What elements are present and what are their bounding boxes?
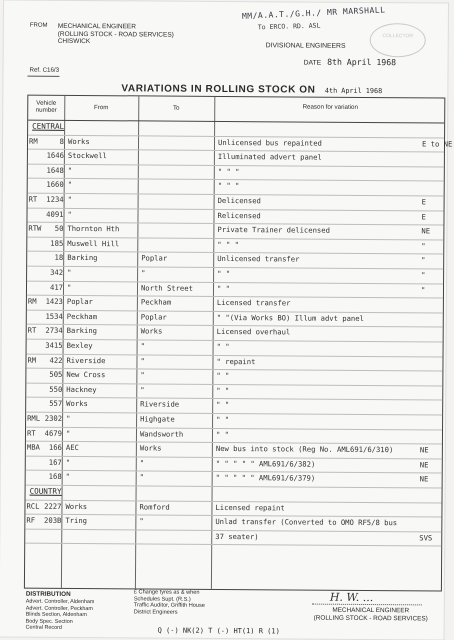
vehicle-class: RTW	[28, 223, 42, 233]
variations-table	[24, 95, 453, 592]
to-cell: "	[140, 385, 145, 395]
reason-note: E to NE	[421, 138, 453, 149]
reason-cell: Licensed overhaul	[216, 327, 291, 337]
to-cell: Highgate	[140, 414, 175, 424]
date-field	[304, 57, 397, 68]
vehicle-class: RT	[26, 428, 36, 438]
column-header-vehicle: Vehicle number	[35, 99, 57, 114]
vehicle-number: 18	[54, 253, 64, 263]
from-cell: Riverside	[66, 355, 106, 365]
from-cell: "	[67, 209, 72, 219]
from-cell: Barking	[67, 253, 98, 263]
from-cell: Works	[67, 136, 90, 146]
vehicle-number: 2302	[44, 413, 63, 423]
from-cell: Tring	[65, 516, 88, 526]
from-cell: "	[65, 457, 71, 467]
vehicle-number: 417	[49, 282, 64, 292]
to-cell: "	[139, 516, 144, 526]
handwritten-annotation: MM/A.A.T./G.H./ MR MARSHALL	[241, 5, 386, 21]
stamp-text: COLLECTOR	[382, 33, 414, 40]
distribution-title: DISTRIBUTION	[25, 590, 71, 598]
distribution-list	[26, 599, 146, 633]
received-stamp	[370, 23, 426, 57]
vehicle-number: 185	[50, 238, 64, 248]
reason-note: "	[421, 270, 426, 280]
reason-cell: " " "	[217, 181, 240, 191]
title-date: 4th April 1968	[324, 86, 383, 96]
reason-note: E	[421, 211, 426, 221]
date-label: DATE	[303, 59, 322, 67]
reason-note: NE	[419, 445, 429, 455]
reason-cell: " "(Via Works BO) Illum advt panel	[216, 312, 364, 323]
reason-cell: Relicensed	[217, 210, 261, 220]
to-cell: "	[140, 370, 145, 380]
reason-cell: " " " " " AML691/6/382)	[215, 458, 316, 469]
from-cell: Bexley	[66, 340, 93, 351]
reason-cell: Licensed transfer	[216, 298, 291, 308]
distribution-item: Advert. Controller, Peckham	[25, 605, 93, 612]
reason-note: E	[421, 197, 426, 207]
reference-number: Ref. C16/3	[29, 66, 60, 74]
from-cell: Works	[65, 501, 88, 511]
vehicle-class: RM	[28, 136, 38, 146]
to-cell: Riverside	[140, 399, 180, 410]
column-header-reason: Reason for variation	[302, 103, 358, 111]
from-cell: Works	[66, 399, 88, 409]
to-cell: Romford	[139, 502, 170, 512]
distribution-note	[134, 589, 205, 616]
vehicle-number: 8	[59, 136, 65, 146]
to-cell: Works	[139, 443, 162, 453]
distribution-item: Advert. Controller, Aldenham	[25, 598, 95, 606]
note-line: Traffic Auditor, Griffith House	[133, 602, 205, 610]
from-cell: "	[65, 472, 71, 482]
note-line: District Engineers	[133, 609, 178, 616]
section-label: CENTRAL	[32, 121, 65, 131]
to-recipient: DIVISIONAL ENGINEERS	[265, 42, 346, 50]
signoff	[312, 607, 430, 623]
from-cell: "	[67, 165, 73, 175]
vehicle-number: 1648	[46, 165, 64, 175]
reason-note: NE	[419, 474, 429, 484]
reason-cell: 37 seater)	[215, 531, 259, 542]
from-cell: Thornton Hth	[67, 224, 120, 234]
from-cell: "	[66, 413, 71, 423]
to-cell: Works	[140, 326, 163, 336]
note-line: £ Change tyres as & when	[133, 589, 200, 596]
distribution-item: Central Record	[25, 624, 62, 632]
reason-note: "	[420, 284, 426, 294]
handwritten-annotation-sub: To ERCO. RD. ASL	[257, 21, 321, 32]
vehicle-number: 505	[49, 369, 63, 380]
date-value: 8th April 1968	[327, 56, 397, 68]
vehicle-number: 50	[54, 223, 64, 234]
to-cell: North Street	[140, 283, 193, 293]
to-cell: Poplar	[141, 253, 168, 263]
reason-cell: Private Trainer delicensed	[217, 225, 330, 235]
column-header-to: To	[172, 104, 180, 112]
vehicle-number: 1646	[46, 150, 64, 161]
reason-cell: " "	[216, 400, 230, 410]
vehicle-number: 2734	[45, 326, 63, 336]
vehicle-class: RML	[27, 413, 41, 423]
vehicle-number: 557	[49, 399, 63, 409]
from-line: (ROLLING STOCK - ROAD SERVICES)	[57, 30, 174, 39]
vehicle-class: MBA	[26, 442, 40, 452]
vehicle-number: 4679	[44, 428, 63, 438]
reason-cell: Illuminated advert panel	[217, 152, 322, 162]
vehicle-number: 3415	[45, 340, 63, 350]
reason-cell: " "	[217, 268, 231, 279]
reason-cell: " "	[216, 371, 230, 381]
from-cell: "	[66, 282, 72, 292]
signature-line	[312, 604, 422, 606]
reason-note: NE	[419, 460, 429, 470]
reason-note: "	[421, 255, 426, 265]
vehicle-class: RM	[27, 355, 37, 365]
vehicle-number: 2227	[44, 501, 62, 511]
note-line: Schedules Supt. (R.S.)	[133, 595, 191, 603]
to-cell: "	[140, 356, 145, 366]
reason-cell: " repaint	[216, 356, 256, 366]
vehicle-number: 1660	[46, 180, 64, 190]
from-cell: "	[67, 267, 72, 277]
vehicle-number: 1234	[46, 194, 64, 204]
reason-cell: " "	[216, 341, 230, 352]
vehicle-class: RT	[27, 326, 37, 336]
reason-cell: " "	[216, 283, 231, 293]
vehicle-number: 550	[49, 384, 63, 394]
from-cell: Poplar	[66, 297, 93, 307]
vehicle-number: 166	[48, 442, 62, 453]
to-cell: Peckham	[140, 297, 172, 307]
vehicle-number: 203B	[44, 515, 62, 526]
vehicle-number: 4091	[46, 209, 64, 219]
to-cell: "	[139, 458, 145, 468]
title-text: VARIATIONS IN ROLLING STOCK ON	[121, 83, 316, 96]
divider	[27, 76, 59, 77]
distribution-item: Body Spec. Section	[25, 618, 73, 625]
to-cell: "	[139, 472, 145, 482]
from-label: FROM	[29, 22, 48, 29]
from-line: CHISWICK	[57, 38, 91, 46]
reason-cell: " "	[215, 429, 229, 439]
reason-cell: " " "	[217, 239, 239, 249]
signoff-line: (ROLLING STOCK - ROAD SERVICES)	[313, 614, 428, 623]
from-cell: Stockwell	[67, 151, 107, 161]
reason-cell: Unlicensed transfer	[217, 254, 300, 264]
reason-cell: " " "	[217, 166, 240, 176]
from-cell: "	[65, 428, 71, 438]
from-cell: AEC	[65, 443, 79, 453]
from-cell: Hackney	[66, 384, 97, 394]
vehicle-class: RF	[26, 515, 36, 525]
page-title	[121, 83, 382, 96]
from-cell: New Cross	[66, 370, 106, 380]
reason-cell: " "	[216, 414, 230, 425]
signature: H. W. ...	[329, 590, 374, 605]
section-label: COUNTRY	[29, 486, 62, 496]
reason-cell: " "	[216, 385, 230, 395]
vehicle-class: RCL	[26, 501, 40, 511]
to-cell: Wandsworth	[139, 429, 184, 439]
reason-cell: New bus into stock (Reg No. AML691/6/310)	[215, 444, 394, 455]
from-cell: Muswell Hill	[67, 238, 120, 249]
vehicle-number: 1423	[45, 296, 63, 307]
to-cell: Poplar	[140, 312, 167, 322]
tyre-code-line: Q (-) NK(2) T (-) HT(1) R (1)	[157, 626, 280, 636]
column-header-from: From	[94, 104, 109, 112]
table-row	[25, 528, 441, 546]
reason-cell: Unlicensed bus repainted	[217, 137, 322, 148]
reason-cell: Unlad transfer (Converted to OMO RF5/8 bus	[215, 517, 398, 528]
vehicle-class: RT	[28, 194, 38, 204]
from-cell: "	[67, 194, 72, 204]
reason-note: "	[421, 241, 426, 251]
signoff-line: MECHANICAL ENGINEER	[332, 606, 410, 615]
to-cell: "	[140, 341, 145, 351]
vehicle-number: 1534	[45, 311, 63, 321]
distribution-item: Blinds Section, Aldenham	[25, 611, 87, 619]
reason-note: SVS	[419, 533, 433, 543]
to-cell: "	[141, 268, 146, 278]
vehicle-number: 342	[50, 267, 64, 277]
reason-cell: Licensed repaint	[215, 502, 285, 513]
from-cell: "	[67, 180, 73, 190]
vehicle-class: RM	[27, 296, 37, 306]
from-cell: Barking	[66, 326, 98, 336]
from-cell: Peckham	[66, 311, 98, 321]
vehicle-number: 167	[48, 457, 62, 467]
reason-cell: Delicensed	[217, 195, 261, 206]
footer	[25, 589, 428, 636]
from-lines	[58, 23, 228, 47]
reason-cell: " " " " " AML691/6/379)	[215, 473, 316, 484]
vehicle-number: 422	[49, 355, 63, 365]
from-line: MECHANICAL ENGINEER	[57, 22, 136, 31]
vehicle-number: 168	[48, 472, 62, 482]
reason-note: NE	[421, 226, 431, 236]
